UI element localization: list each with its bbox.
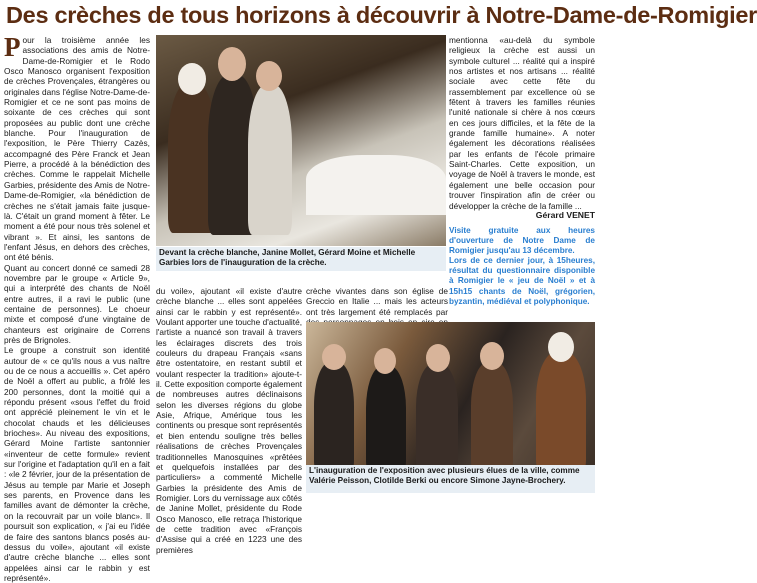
person-figure [416, 364, 458, 472]
paragraph-group: Le groupe a construit son identité autour de « ce qu'ils nous a vus naître ou de ce nous a accueillis ». Cet apéro de Noël a offert au public, a frôlé les 200 personnes, dont la moitié qui a répondu présent «sous l'effet du froid ont apprécié pleinement le vin et le chocolat chauds et les délicieuses brioches». Au niveau des expositions, Gérard Moine l'artiste santonnier «inventeur de cette formule» revient sur l'origine et l'adaptation qu'il en a fait : «le 2 février, jour de la présentation de Jésus au temple par Marie et Joseph ses parents, en Provence dans les familles avant de démonter la crèche, on la recouvrait par un voile blanc». Il poursuit son explication, « j'ai eu l'idée de faire des santons blancs posés au-dessus du voile», ajoutant «il existe d'autre crèche blanche ... elles sont appelées ainsi car le rabbin y est représenté». [4, 345, 150, 583]
person-figure [536, 352, 586, 472]
paragraph-column-2: du voile», ajoutant «il existe d'autre crèche blanche ... elles sont appelées ainsi car le rabbin y est représenté». Voulant apporter une touche d'actualité, l'artiste a nuancé son travail à travers les éclairages discrets des trois couleurs du drapeau Français «sans être ostentatoire, en restant subtil et voulant respecter la tradition» ajoute-t-il. Cette exposition comporte également de nombreuses autres déclinaisons selon les diverses régions du globe Asie, Afrique, Amérique tous les continents ou presque sont représentés et bien entendu souligne très belles réalisations de crèches Provençales traditionnelles Manosquines «prêtées et quelquefois installées par des particuliers» a commenté Michelle Garbies la présidente des Amis de Romigier. Lors du vernissage aux côtés de Janine Mollet, présidente du Rode Osco Manosco, elle retraça l'historique de cette tradition avec «François d'Assise qui a créé en 1223 une des premières [156, 286, 302, 555]
paragraph-column-3: crèche vivantes dans son église de Greccio en Italie ... mais les acteurs ont très largement été remplacés par [306, 286, 448, 317]
article-column-2 [156, 286, 302, 555]
event-info: Lors de ce dernier jour, à 15heures, résultat du questionnaire disponible à Romigier le « jeu de Noël » et à 15h15 chants de Noël, grégorien, byzantin, médiéval et polyphonique. [449, 256, 595, 306]
info-sidebar [449, 226, 595, 318]
article-column-3 [306, 286, 448, 320]
person-head [256, 61, 282, 91]
person-figure [314, 362, 354, 472]
person-figure [248, 85, 292, 235]
article-headline: Des crèches de tous horizons à découvrir à Notre-Dame-de-Romigier [6, 2, 757, 28]
author-byline: Gérard VENET [535, 210, 595, 220]
visit-info: Visite gratuite aux heures d'ouverture de Notre Dame de Romigier jusqu'au 13 décembre. [449, 226, 595, 256]
person-head [548, 332, 574, 362]
article-column-1 [4, 32, 150, 583]
photo-caption-2: L'inauguration de l'exposition avec plusieurs élues de la ville, comme Valérie Peisson, Clotilde Berki ou encore Simone Jayne-Brochery. [306, 465, 595, 493]
person-head [178, 63, 206, 95]
person-head [480, 342, 504, 370]
person-figure [366, 366, 406, 472]
photo-creche-blanche [156, 35, 446, 246]
paragraph-column-4: mentionna «au-delà du symbole religieux la crèche est aussi un symbole culturel ... réalité qui a inspiré nos artistes et nos artisans ... réalité sociale avec cette fête du rassemblement par excellence où se fêtent à travers les familles réunies l'unité nationale si chère à nos cœurs en ces jours difficiles, et la fête de la grande famille humaine». A noter également les décorations réalisées par les enfants de l'école primaire Saint-Charles. Cette exposition, un voyage de Noël à travers le monde, est également une belle occasion pour trouver l'inspiration afin de créer ou développer la crèche de la famille ... [449, 35, 595, 211]
person-head [322, 344, 346, 370]
person-head [218, 47, 246, 81]
photo-caption-1: Devant la crèche blanche, Janine Mollet, Gérard Moine et Michelle Garbies lors de l'inauguration de la crèche. [156, 247, 446, 271]
person-head [374, 348, 396, 374]
paragraph-intro: our la troisième année les associations des amis de Notre-Dame-de-Romigier et le Rodo Osco Manosco organisent l'exposition de crèches Provençales, étrangères ou originales dans l'église Notre-Dame-de-Romigier et ce ne sont pas moins de soixante de ces crèches qui sont proposées au public dont une crèche blanche. Pour l'inauguration de l'exposition, le Père Thierry Cazès, accompagné des Père Franck et Jean Pierre, a procédé à la bénédiction des crèches. Comme le rappelait Michelle Garbies, présidente des Amis de Notre-Dame-de-Romigier, «la bénédiction de crèches ne s'était jamais faite jusque-là. C'était un grand moment à fêter. Le moment a été pour nous très solenel et vibrant ». Et ainsi, les santons de l'enfant Jésus, en dehors des crèches, ont été bénis. [4, 35, 150, 263]
person-figure [471, 362, 513, 472]
drop-cap: P [4, 32, 21, 62]
paragraph-concert: Quant au concert donné ce samedi 28 novembre par le groupe « Article 9», qui a interprété des chants de Noël entre autres, il a ravi le public (une centaine de personnes). Le choeur mixte et composé d'une vingtaine de chanteurs est originaire de Correns près de Brignoles. [4, 262, 150, 345]
white-creche-display [306, 155, 446, 215]
person-head [426, 344, 450, 372]
article-column-4 [449, 35, 595, 223]
photo-inauguration [306, 322, 595, 470]
